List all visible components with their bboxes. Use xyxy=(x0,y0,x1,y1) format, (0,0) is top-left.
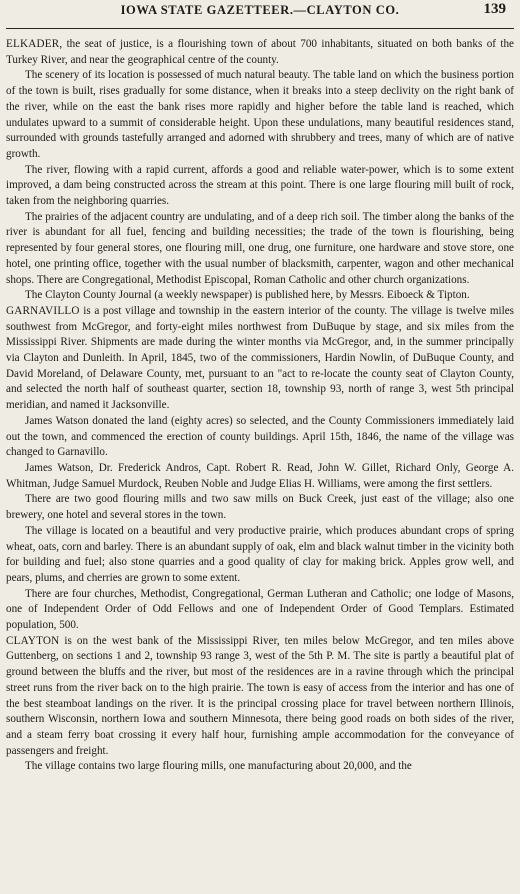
header-rule xyxy=(6,28,514,29)
paragraph xyxy=(6,524,514,587)
paragraph-text: James Watson donated the land (eighty acres) so selected, and the County Commissioners immediately laid out the town, and commenced the erection of county buildings. April 15th, 1846, the name of the village was changed to Garnavillo. xyxy=(6,414,514,459)
place-name: ELKADER xyxy=(6,38,60,50)
place-name: GARNAVILLO xyxy=(6,304,80,317)
paragraph xyxy=(6,210,514,289)
paragraph-text: The village is located on a beautiful and very productive prairie, which produces abundant crops of spring wheat, oats, corn and barley. There is an abundant supply of oak, elm and black walnut timber in the vicinity both for building and fuel; also stone quarries and a good quality of clay for making brick. Apples grow well, and pears, plums, and cherries are grown to some extent. xyxy=(6,524,514,584)
paragraph xyxy=(6,759,514,775)
paragraph-text: The village contains two large flouring mills, one manufacturing about 20,000, and the xyxy=(25,760,412,773)
paragraph-text: The river, flowing with a rapid current, affords a good and reliable water-power, which is to some extent improved, a dam being constructed across the stream at this point. There is one large flouring mill built of rock, taken from the neighboring quarries. xyxy=(6,163,514,208)
paragraph-text: is a post village and township in the eastern interior of the county. The village is twelve miles southwest from McGregor, and forty-eight miles northwest from DuBuque by stage, and six miles from the Mississippi River. Shipments are made during the winter months via McGregor, and, in the summer principally via Clayton and Dunleith. In April, 1845, two of the commissioners, Hardin Nowlin, of DuBuque County, and David Moreland, of Delaware County, met, pursuant to an "act to re-locate the county seat of Clayton County, and selected the north half of southeast quarter, section 18, township 93, north of range 3, west 5th principal meridian, and named it Jacksonville. xyxy=(6,304,514,412)
paragraph-clayton xyxy=(6,634,514,760)
paragraph-text: The scenery of its location is possessed of much natural beauty. The table land on which the business portion of the town is built, rises gradually for some distance, when it breaks into a steep declivity on the right bank of the river, while on the east the bank rises more rapidly and higher before the table land is reached, which undulates upward to a summit of considerable height. Upon these undulations, many beautiful residences stand, surrounded with grounds tastefully arranged and adorned with shrubbery and trees, many of which are of native growth. xyxy=(6,69,514,160)
body-text xyxy=(6,37,514,775)
paragraph-text: is on the west bank of the Mississippi River, ten miles below McGregor, and ten miles above Guttenberg, on sections 1 and 2, township 93 range 3, west of the 5th P. M. The site is partly a beautiful plat of ground between the bluffs and the river, but most of the residences are in a ravine through which the principal street runs from the river back on to the high prairie. The town is easy of access from the interior and has one of the best steamboat landings on the river. It is the principal crossing place for travel between northern Illinois, southern Wisconsin, northern Iowa and southern Minnesota, there being good roads on both sides of the river, and a steam ferry boat crossing it every half hour, furnishing ample accommodation for the conveyance of passengers and freight. xyxy=(6,634,514,757)
paragraph xyxy=(6,414,514,461)
paragraph-text: The prairies of the adjacent country are undulating, and of a deep rich soil. The timber along the banks of the river is abundant for all fuel, fencing and building necessities; the trade of the town is flourishing, being represented by four general stores, one flouring mill, one drug, one furniture, one hardware and stove store, one hotel, one printing office, together with the usual number of blacksmith, carpenter, wagon and other mechanical shops. There are Congregational, Methodist Episcopal, Roman Catholic and other church organizations. xyxy=(6,210,514,286)
paragraph-elkader xyxy=(6,37,514,68)
running-header xyxy=(6,0,514,22)
paragraph xyxy=(6,492,514,523)
paragraph-garnavillo xyxy=(6,304,514,414)
paragraph-text: There are four churches, Methodist, Congregational, German Lutheran and Catholic; one lodge of Masons, one of Independent Order of Odd Fellows and one of Independent Order of Good Templars. Estimated population, 500. xyxy=(6,587,514,632)
paragraph xyxy=(6,68,514,162)
paragraph-text: The Clayton County Journal (a weekly newspaper) is published here, by Messrs. Eiboeck & Tipton. xyxy=(25,289,470,302)
paragraph xyxy=(6,163,514,210)
paragraph-text: There are two good flouring mills and two saw mills on Buck Creek, just east of the village; also one brewery, one hotel and several stores in the town. xyxy=(6,493,514,522)
paragraph-text: James Watson, Dr. Frederick Andros, Capt. Robert R. Read, John W. Gillet, Richard Only, George A. Whitman, Judge Samuel Murdock, Reuben Noble and Judge Elias H. Williams, were among the first settlers. xyxy=(6,461,514,490)
paragraph-text: , the seat of justice, is a flourishing town of about 700 inhabitants, situated on both banks of the Turkey River, and near the geographical centre of the county. xyxy=(6,38,514,66)
running-title: IOWA STATE GAZETTEER.—CLAYTON CO. xyxy=(120,3,400,17)
paragraph xyxy=(6,288,514,304)
place-name: CLAYTON xyxy=(6,634,60,647)
paragraph xyxy=(6,587,514,634)
page-number: 139 xyxy=(483,1,506,17)
paragraph xyxy=(6,461,514,492)
